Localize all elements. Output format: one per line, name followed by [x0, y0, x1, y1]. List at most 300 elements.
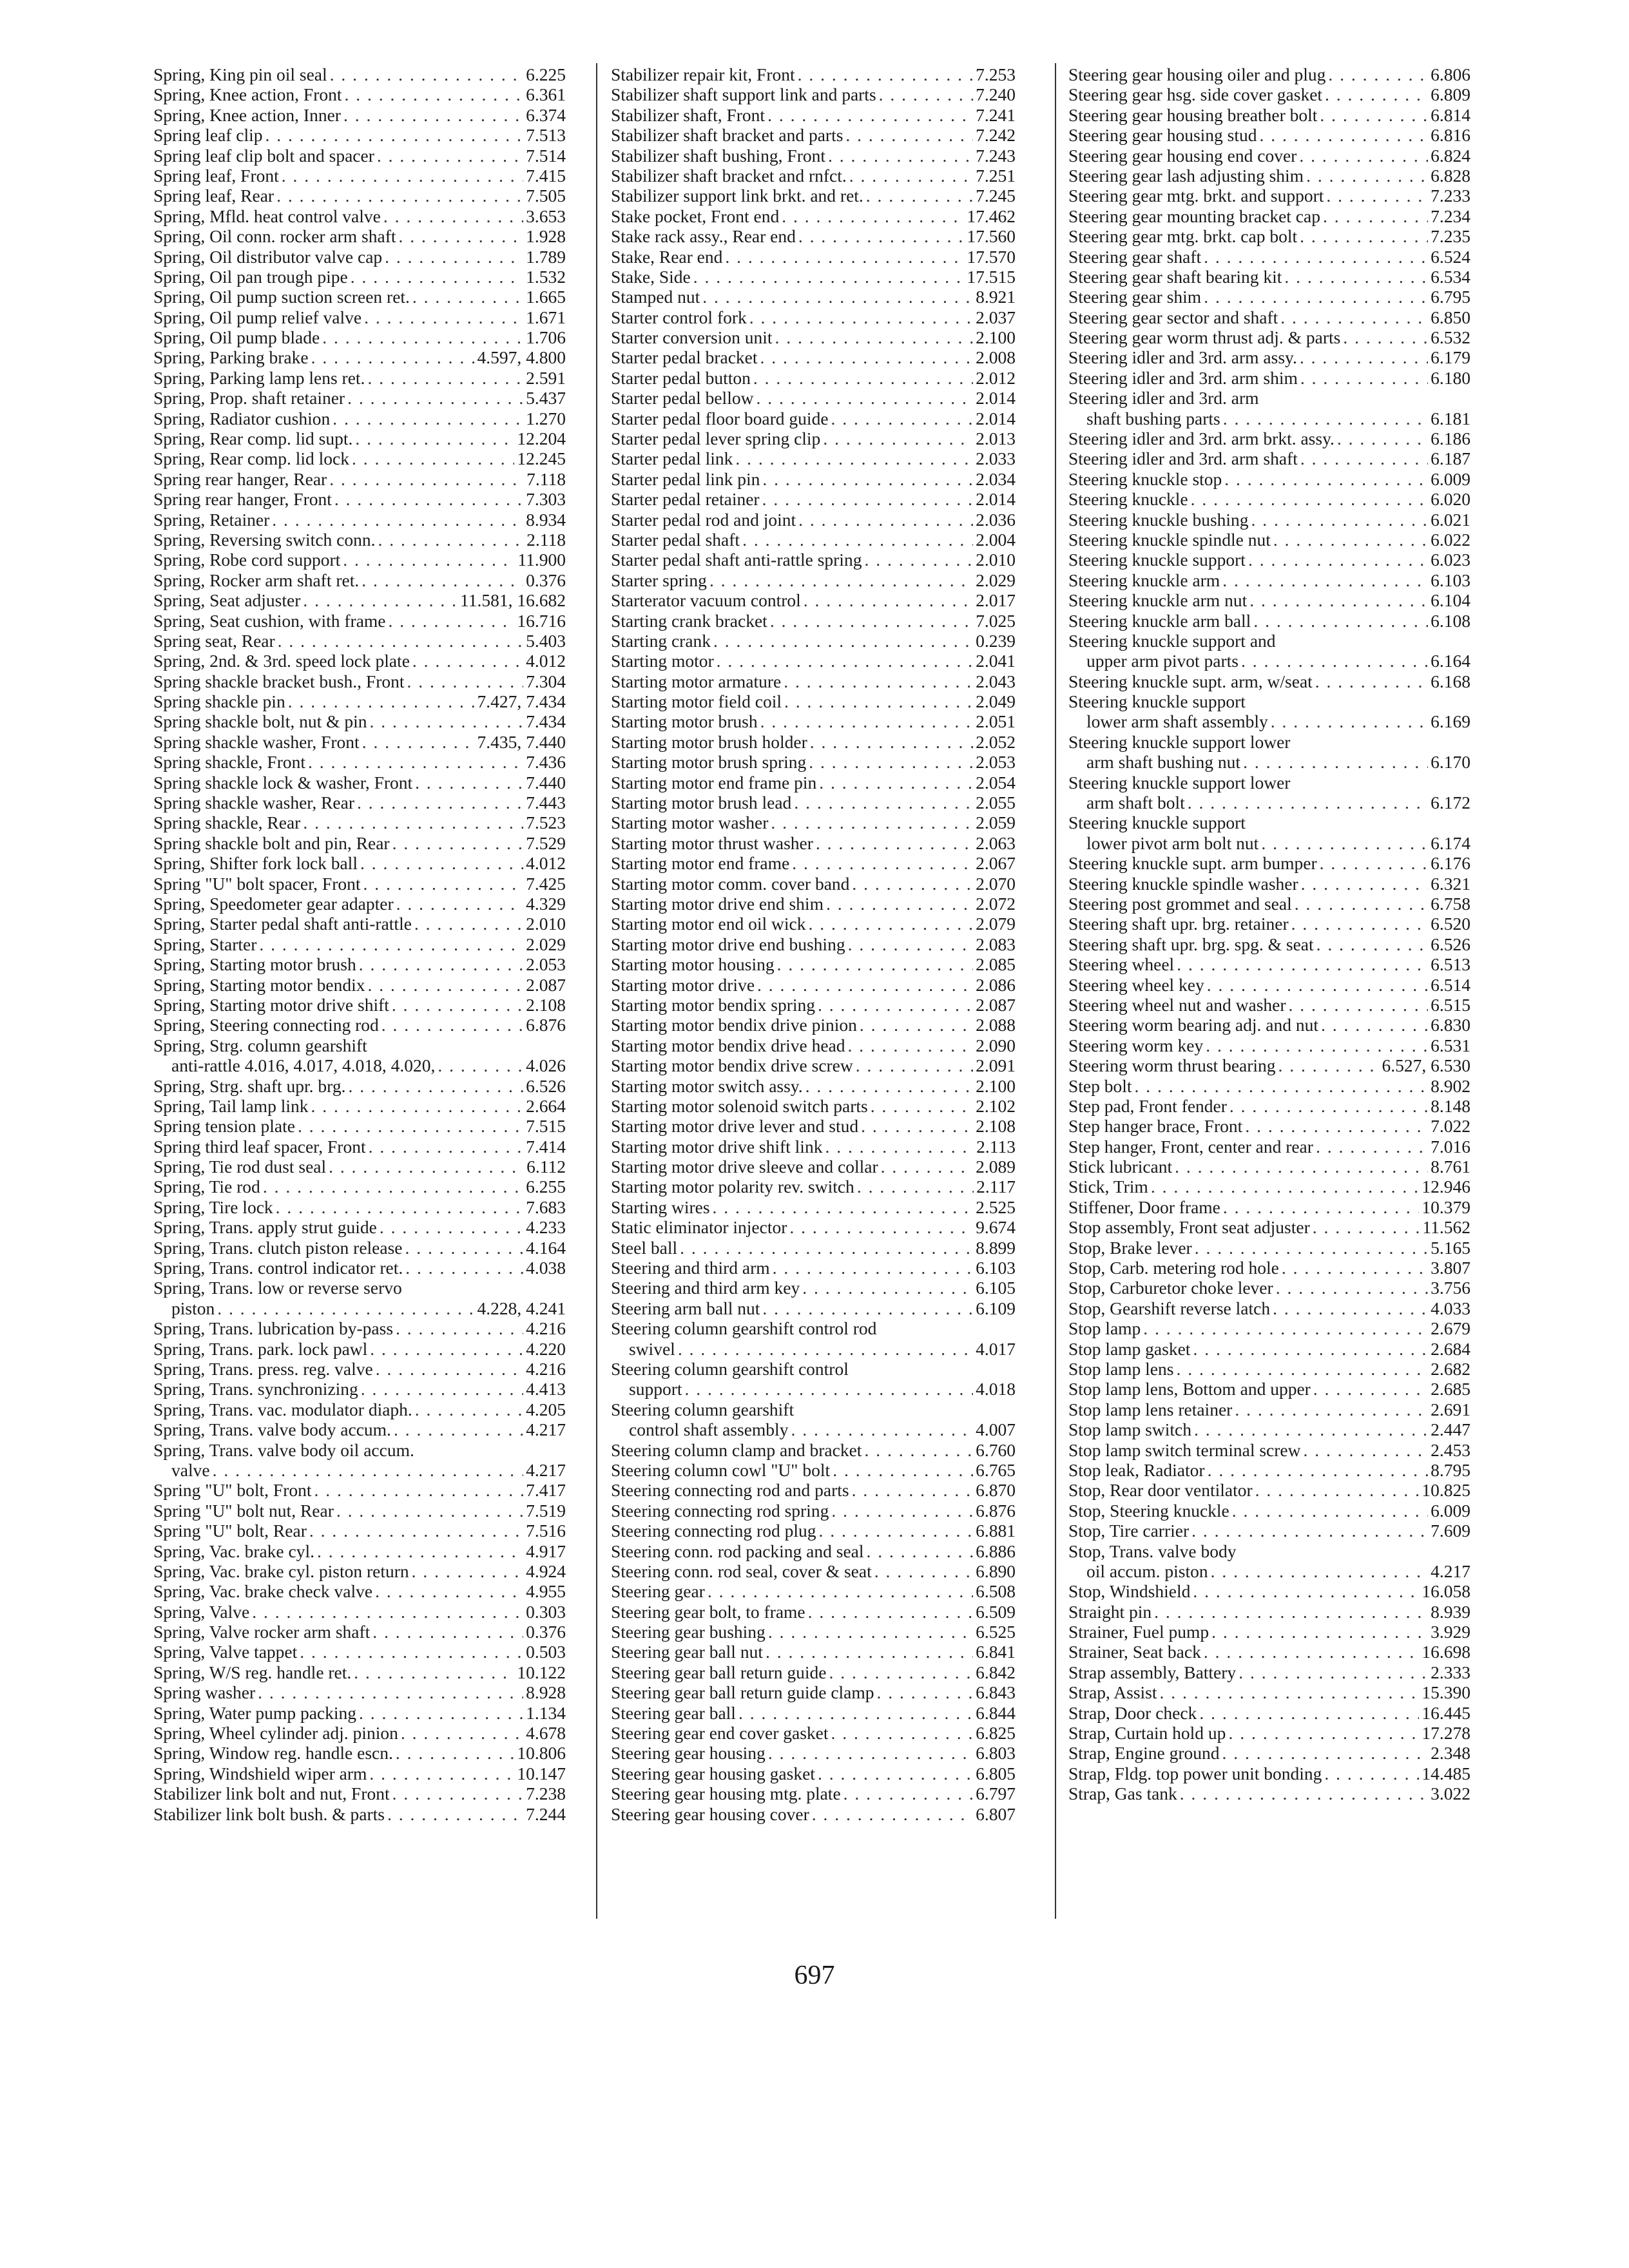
leader-dots — [1328, 64, 1428, 84]
index-entry — [611, 651, 1016, 671]
entry-page-ref: 6.760 — [976, 1439, 1016, 1460]
leader-dots — [1188, 793, 1428, 812]
entry-page-ref: 2.034 — [976, 468, 1016, 489]
leader-dots — [879, 84, 973, 104]
entry-label: Stop lamp — [1068, 1318, 1141, 1339]
leader-dots — [362, 732, 475, 752]
entry-page-ref: 6.174 — [1431, 832, 1470, 853]
index-entry — [153, 1419, 566, 1439]
index-entry — [1068, 954, 1470, 974]
leader-dots — [1243, 752, 1428, 772]
entry-page-ref: 4.012 — [526, 651, 566, 671]
entry-page-ref: 6.886 — [976, 1541, 1016, 1561]
leader-dots — [412, 1561, 523, 1581]
entry-label: Steering and third arm — [611, 1258, 770, 1278]
leader-dots — [380, 1217, 523, 1237]
index-entry — [611, 1217, 1016, 1237]
entry-label: Spring, Steering connecting rod — [153, 1015, 379, 1035]
entry-page-ref: 17.570 — [967, 246, 1016, 267]
leader-dots — [856, 1055, 973, 1075]
entry-page-ref: 6.108 — [1431, 610, 1470, 631]
index-entry — [1068, 1379, 1470, 1399]
entry-label: Steering post grommet and seal — [1068, 894, 1292, 914]
entry-page-ref: 6.532 — [1431, 327, 1470, 348]
entry-label: Spring, Vac. brake check valve — [153, 1581, 373, 1602]
entry-label: support — [629, 1379, 682, 1399]
entry-page-ref: 2.079 — [976, 914, 1016, 934]
entry-label: Steering shaft upr. brg. retainer — [1068, 914, 1289, 934]
leader-dots — [1306, 166, 1428, 186]
index-entry — [1068, 1561, 1470, 1581]
entry-page-ref: 2.591 — [526, 367, 566, 388]
leader-dots — [808, 914, 973, 934]
entry-label: Starting wires — [611, 1196, 710, 1217]
entry-page-ref: 0.303 — [526, 1601, 566, 1622]
leader-dots — [1211, 1622, 1428, 1642]
entry-label: Steering knuckle supt. arm, w/seat — [1068, 671, 1313, 691]
index-entry — [1068, 125, 1470, 145]
entry-label: Starter pedal link pin — [611, 468, 760, 489]
leader-dots — [333, 408, 523, 428]
entry-label: Spring, Trans. valve body oil accum. — [153, 1439, 414, 1460]
entry-label: Starter pedal lever spring clip — [611, 428, 821, 449]
entry-label: Starting motor brush holder — [611, 731, 807, 752]
entry-page-ref: 7.118 — [526, 468, 566, 489]
leader-dots — [1253, 611, 1428, 631]
leader-dots — [861, 1116, 973, 1136]
leader-dots — [768, 1622, 973, 1642]
entry-page-ref: 6.844 — [976, 1702, 1016, 1723]
index-entry — [153, 1581, 566, 1601]
index-entry — [1068, 1662, 1470, 1682]
entry-page-ref: 6.797 — [976, 1783, 1016, 1804]
entry-label: Spring, Seat cushion, with frame — [153, 610, 386, 631]
index-entry — [1068, 1501, 1470, 1521]
leader-dots — [1321, 1015, 1428, 1035]
index-entry — [1068, 307, 1470, 327]
entry-label: Stop, Trans. valve body — [1068, 1541, 1237, 1561]
leader-dots — [767, 105, 973, 125]
entry-page-ref: 7.240 — [976, 84, 1016, 105]
index-entry — [153, 1116, 566, 1136]
entry-label: Steering gear ball — [611, 1702, 736, 1723]
entry-page-ref: 6.022 — [1431, 529, 1470, 550]
entry-label: Spring, Prop. shaft retainer — [153, 388, 345, 408]
entry-label: Spring, Tail lamp link — [153, 1095, 309, 1116]
entry-page-ref: 7.253 — [976, 64, 1016, 84]
entry-label: Steering knuckle supt. arm bumper — [1068, 853, 1317, 874]
index-entry — [1068, 1399, 1470, 1419]
leader-dots — [412, 287, 523, 307]
entry-label: Spring, Valve — [153, 1601, 250, 1622]
entry-label: Starterator vacuum control — [611, 590, 801, 611]
index-entry — [153, 206, 566, 226]
index-entry — [611, 1743, 1016, 1763]
leader-dots — [1191, 489, 1429, 509]
entry-page-ref: 7.238 — [526, 1783, 566, 1804]
index-entry — [1068, 793, 1470, 812]
entry-page-ref: 7.235 — [1431, 226, 1470, 247]
entry-page-ref: 5.165 — [1431, 1237, 1470, 1258]
entry-label: Spring shackle bolt and pin, Rear — [153, 832, 390, 853]
entry-label: Steering column clamp and bracket — [611, 1439, 862, 1460]
index-entry — [153, 267, 566, 287]
entry-page-ref: 2.083 — [976, 934, 1016, 954]
leader-dots — [276, 186, 523, 206]
leader-dots — [760, 712, 973, 732]
entry-label: Steering knuckle bushing — [1068, 509, 1249, 530]
index-entry — [153, 469, 566, 489]
leader-dots — [843, 1783, 973, 1803]
entry-label: Spring leaf, Front — [153, 165, 279, 186]
index-entry — [611, 853, 1016, 873]
entry-label: Steering knuckle support — [1068, 691, 1246, 712]
index-entry — [1068, 1096, 1470, 1116]
entry-page-ref: 1.928 — [526, 226, 566, 247]
entry-label: Spring, Valve tappet — [153, 1642, 298, 1662]
entry-page-ref: 8.921 — [976, 287, 1016, 307]
entry-page-ref: 4.924 — [526, 1561, 566, 1581]
leader-dots — [1313, 1379, 1428, 1399]
entry-label: Starting crank bracket — [611, 610, 767, 631]
index-entry — [1068, 833, 1470, 853]
index-entry — [1068, 1116, 1470, 1136]
index-entry — [611, 590, 1016, 610]
entry-label: Starting motor brush lead — [611, 793, 792, 813]
entry-page-ref: 6.876 — [526, 1015, 566, 1035]
index-entry — [153, 1642, 566, 1662]
leader-dots — [399, 226, 524, 246]
entry-page-ref: 4.955 — [526, 1581, 566, 1602]
index-entry — [1068, 388, 1470, 408]
entry-label: oil accum. piston — [1086, 1561, 1208, 1581]
index-entry — [1068, 1035, 1470, 1055]
entry-page-ref: 2.100 — [976, 1075, 1016, 1096]
entry-label: Steering gear — [611, 1581, 705, 1602]
entry-label: Spring, Starting motor drive shift — [153, 994, 389, 1015]
entry-page-ref: 2.014 — [976, 388, 1016, 408]
leader-dots — [784, 691, 973, 711]
index-entry — [1068, 1541, 1470, 1561]
entry-label: Starting motor drive lever and stud — [611, 1116, 859, 1137]
entry-label: Spring, Shifter fork lock ball — [153, 853, 358, 874]
leader-dots — [819, 773, 973, 793]
index-entry — [153, 611, 566, 631]
entry-label: Spring, Windshield wiper arm — [153, 1763, 367, 1783]
entry-label: Stabilizer support link brkt. and ret. — [611, 186, 863, 206]
index-entry — [611, 691, 1016, 711]
index-entry — [611, 1501, 1016, 1521]
entry-label: Steering worm thrust bearing — [1068, 1055, 1276, 1076]
entry-page-ref: 7.304 — [526, 671, 566, 691]
index-entry — [153, 1318, 566, 1338]
entry-page-ref: 6.009 — [1431, 468, 1470, 489]
entry-page-ref: 6.179 — [1431, 347, 1470, 368]
index-entry — [611, 428, 1016, 448]
index-entry — [153, 1804, 566, 1824]
index-entry — [1068, 206, 1470, 226]
entry-label: Starter pedal shaft anti-rattle spring — [611, 550, 862, 570]
index-entry — [1068, 510, 1470, 530]
leader-dots — [392, 833, 524, 853]
entry-page-ref: 6.520 — [1431, 914, 1470, 934]
leader-dots — [347, 388, 523, 408]
entry-label: Stabilizer shaft, Front — [611, 104, 766, 125]
entry-label: Spring, Valve rocker arm shaft — [153, 1622, 371, 1642]
leader-dots — [713, 631, 973, 651]
entry-label: Starting motor brush — [611, 711, 758, 732]
index-entry — [611, 954, 1016, 974]
leader-dots — [1191, 1521, 1428, 1541]
entry-label: Spring, Trans. apply strut guide — [153, 1217, 377, 1238]
index-entry — [611, 1642, 1016, 1662]
entry-page-ref: 11.562 — [1422, 1217, 1470, 1238]
leader-dots — [311, 347, 475, 367]
index-entry — [153, 510, 566, 530]
leader-dots — [1291, 914, 1429, 934]
index-entry — [153, 914, 566, 934]
entry-page-ref: 6.105 — [976, 1278, 1016, 1298]
entry-label: Steering gear bolt, to frame — [611, 1601, 805, 1622]
leader-dots — [798, 226, 965, 246]
leader-dots — [396, 1743, 515, 1763]
entry-label: Spring, Oil distributor valve cap — [153, 246, 383, 267]
index-entry — [153, 773, 566, 793]
entry-page-ref: 2.010 — [976, 550, 1016, 570]
leader-dots — [372, 1622, 523, 1642]
index-entry — [611, 1682, 1016, 1702]
index-entry — [1068, 1298, 1470, 1318]
index-entry — [611, 510, 1016, 530]
entry-page-ref: 0.239 — [976, 630, 1016, 651]
entry-page-ref: 14.485 — [1422, 1763, 1470, 1783]
entry-page-ref: 6.830 — [1431, 1015, 1470, 1035]
index-entry — [153, 1723, 566, 1743]
index-entry — [611, 1419, 1016, 1439]
index-entry — [1068, 287, 1470, 307]
index-entry — [1068, 105, 1470, 125]
entry-label: Stop leak, Radiator — [1068, 1459, 1205, 1480]
entry-label: Starting motor drive — [611, 974, 755, 995]
leader-dots — [1143, 1318, 1428, 1338]
index-entry — [153, 186, 566, 206]
leader-dots — [278, 631, 523, 651]
entry-page-ref: 6.509 — [976, 1601, 1016, 1622]
index-entry — [611, 226, 1016, 246]
index-entry — [153, 550, 566, 570]
leader-dots — [378, 530, 524, 550]
entry-page-ref: 4.205 — [526, 1399, 566, 1419]
index-entry — [153, 1743, 566, 1763]
index-entry — [153, 975, 566, 995]
entry-page-ref: 2.089 — [976, 1157, 1016, 1177]
index-entry — [1068, 894, 1470, 914]
index-entry — [1068, 853, 1470, 873]
entry-page-ref: 0.376 — [526, 1622, 566, 1642]
leader-dots — [381, 1015, 523, 1035]
index-entry — [1068, 186, 1470, 206]
entry-page-ref: 3.022 — [1431, 1783, 1470, 1804]
index-entry — [611, 1035, 1016, 1055]
leader-dots — [401, 1723, 523, 1743]
entry-page-ref: 7.415 — [526, 165, 566, 186]
entry-label: Straight pin — [1068, 1601, 1152, 1622]
entry-label: Steering gear ball return guide clamp — [611, 1682, 874, 1703]
entry-page-ref: 8.795 — [1431, 1459, 1470, 1480]
leader-dots — [1194, 1419, 1428, 1439]
entry-page-ref: 7.417 — [526, 1480, 566, 1501]
leader-dots — [405, 1258, 523, 1278]
leader-dots — [1154, 1602, 1428, 1622]
leader-dots — [361, 1379, 523, 1399]
entry-page-ref: 2.691 — [1431, 1399, 1470, 1419]
index-entry — [1068, 146, 1470, 166]
entry-label: Starter pedal bracket — [611, 347, 758, 368]
leader-dots — [762, 489, 974, 509]
leader-dots — [392, 1783, 523, 1803]
index-entry — [1068, 1743, 1470, 1763]
leader-dots — [330, 64, 523, 84]
index-entry — [611, 1238, 1016, 1258]
index-entry — [1068, 651, 1470, 671]
leader-dots — [392, 995, 523, 1015]
leader-dots — [1204, 287, 1428, 307]
index-entry — [153, 1682, 566, 1702]
leader-dots — [798, 64, 974, 84]
index-entry — [153, 105, 566, 125]
index-entry — [611, 530, 1016, 550]
entry-label: Steering knuckle support and — [1068, 630, 1276, 651]
entry-label: Spring tension plate — [153, 1116, 295, 1137]
leader-dots — [1320, 105, 1428, 125]
entry-page-ref: 7.025 — [976, 610, 1016, 631]
index-entry — [611, 1662, 1016, 1682]
entry-page-ref: 1.270 — [526, 408, 566, 428]
index-entry — [153, 1035, 566, 1055]
leader-dots — [852, 874, 973, 894]
entry-page-ref: 2.043 — [976, 671, 1016, 691]
leader-dots — [826, 894, 973, 914]
index-entry — [153, 1622, 566, 1642]
leader-dots — [829, 1662, 973, 1682]
index-entry — [1068, 247, 1470, 267]
index-entry — [1068, 752, 1470, 772]
index-entry — [1068, 1419, 1470, 1439]
index-entry — [1068, 732, 1470, 752]
leader-dots — [789, 1217, 973, 1237]
entry-page-ref: 2.113 — [976, 1136, 1016, 1157]
entry-label: Spring, Oil conn. rocker arm shaft — [153, 226, 396, 247]
entry-label: Starting motor brush spring — [611, 752, 807, 773]
entry-label: Spring, Knee action, Front — [153, 84, 342, 105]
entry-label: Spring, Trans. park. lock pawl — [153, 1338, 368, 1359]
leader-dots — [217, 1298, 474, 1318]
entry-label: Spring, Starting motor bendix — [153, 974, 365, 995]
index-entry — [1068, 1055, 1470, 1075]
entry-page-ref: 2.041 — [976, 651, 1016, 671]
entry-label: Stop, Rear door ventilator — [1068, 1480, 1253, 1501]
entry-label: Starting motor end frame pin — [611, 772, 817, 793]
entry-label: Spring, Vac. brake cyl. — [153, 1541, 314, 1561]
leader-dots — [867, 1541, 974, 1561]
entry-label: Steering gear housing cover — [611, 1803, 809, 1824]
entry-page-ref: 2.682 — [1431, 1359, 1470, 1379]
index-entry — [611, 186, 1016, 206]
entry-page-ref: 4.012 — [526, 853, 566, 874]
entry-label: Stick, Trim — [1068, 1177, 1148, 1197]
index-entry — [1068, 1723, 1470, 1743]
index-entry — [611, 671, 1016, 691]
entry-label: Spring third leaf spacer, Front — [153, 1136, 366, 1157]
index-entry — [153, 691, 566, 711]
leader-dots — [775, 327, 974, 347]
leader-dots — [881, 1157, 973, 1177]
index-entry — [1068, 570, 1470, 590]
entry-label: Steering worm bearing adj. and nut — [1068, 1015, 1318, 1035]
entry-page-ref: 1.532 — [526, 266, 566, 287]
index-entry — [611, 1137, 1016, 1157]
index-entry — [153, 1137, 566, 1157]
leader-dots — [828, 146, 973, 166]
entry-page-ref: 7.234 — [1431, 206, 1470, 226]
entry-page-ref: 2.333 — [1431, 1662, 1470, 1682]
entry-page-ref: 4.917 — [526, 1541, 566, 1561]
leader-dots — [263, 1177, 523, 1196]
entry-page-ref: 10.379 — [1422, 1196, 1470, 1217]
index-entry — [1068, 408, 1470, 428]
entry-label: Spring, Wheel cylinder adj. pinion — [153, 1723, 398, 1744]
entry-page-ref: 2.051 — [976, 711, 1016, 732]
entry-page-ref: 6.524 — [1431, 246, 1470, 267]
entry-page-ref: 2.685 — [1431, 1379, 1470, 1399]
entry-page-ref: 2.348 — [1431, 1743, 1470, 1763]
index-entry — [1068, 1703, 1470, 1723]
index-entry — [1068, 1763, 1470, 1783]
entry-page-ref: 7.233 — [1431, 186, 1470, 206]
entry-page-ref: 6.814 — [1431, 104, 1470, 125]
entry-label: Steering conn. rod seal, cover & seat — [611, 1561, 872, 1581]
index-entry — [611, 874, 1016, 894]
entry-page-ref: 2.684 — [1431, 1338, 1470, 1359]
index-entry — [153, 448, 566, 468]
entry-label: Steering wheel key — [1068, 974, 1204, 995]
entry-label: Stick lubricant — [1068, 1157, 1173, 1177]
leader-dots — [1248, 550, 1428, 570]
entry-label: Strap, Curtain hold up — [1068, 1723, 1226, 1744]
entry-page-ref: 6.186 — [1431, 428, 1470, 449]
index-entry — [153, 1298, 566, 1318]
entry-page-ref: 7.251 — [976, 165, 1016, 186]
entry-label: lower pivot arm bolt nut — [1086, 832, 1259, 853]
index-entry — [153, 1521, 566, 1541]
index-entry — [153, 327, 566, 347]
entry-page-ref: 2.053 — [526, 954, 566, 975]
index-entry — [1068, 1440, 1470, 1460]
index-entry — [153, 287, 566, 307]
entry-page-ref: 6.534 — [1431, 266, 1470, 287]
entry-page-ref: 17.278 — [1422, 1723, 1470, 1744]
leader-dots — [367, 975, 523, 995]
index-entry — [153, 1197, 566, 1217]
entry-page-ref: 3.756 — [1431, 1278, 1470, 1298]
entry-page-ref: 10.825 — [1422, 1480, 1470, 1501]
index-entry — [611, 1359, 1016, 1379]
index-entry — [611, 206, 1016, 226]
entry-label: Steering knuckle arm nut — [1068, 590, 1248, 611]
index-entry — [153, 590, 566, 610]
entry-label: Spring "U" bolt, Rear — [153, 1521, 307, 1541]
leader-dots — [823, 428, 973, 448]
